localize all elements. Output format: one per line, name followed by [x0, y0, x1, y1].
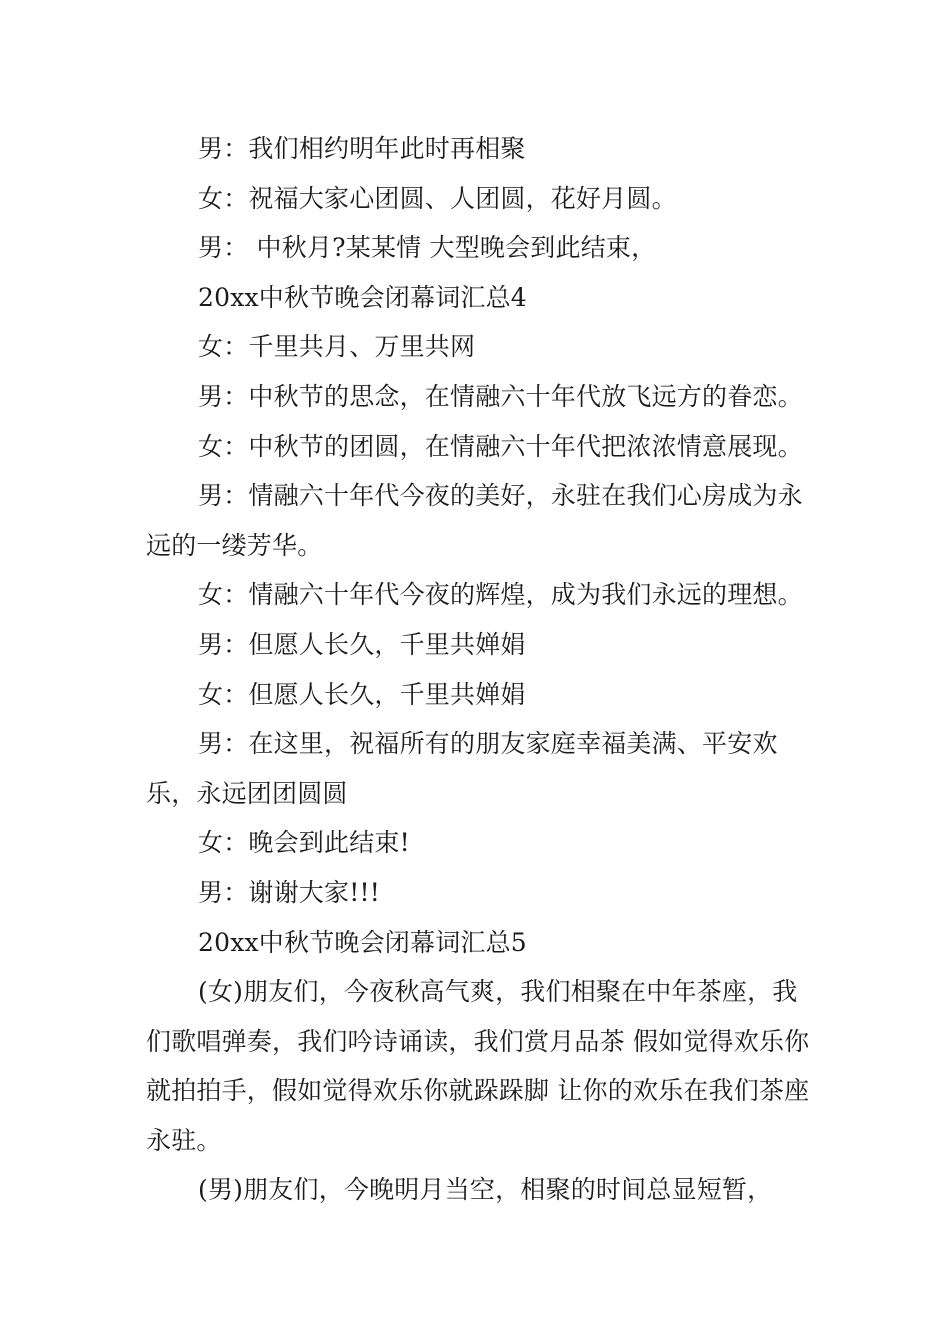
- paragraph: 女：晚会到此结束!: [198, 828, 410, 858]
- paragraph: 男：在这里，祝福所有的朋友家庭幸福美满、平安欢乐，永远团团圆圆: [146, 729, 778, 808]
- paragraph: 女：中秋节的团圆，在情融六十年代把浓浓情意展现。: [198, 431, 803, 461]
- paragraph: 男：情融六十年代今夜的美好，永驻在我们心房成为永远的一缕芳华。: [146, 481, 803, 560]
- paragraph: 女：但愿人长久，千里共婵娟: [198, 679, 526, 709]
- document-body: [146, 124, 810, 1215]
- section-heading: 20xx中秋节晚会闭幕词汇总5: [198, 927, 527, 957]
- paragraph: 男：我们相约明年此时再相聚: [198, 134, 526, 163]
- paragraph: 男：谢谢大家!!!: [198, 877, 380, 907]
- paragraph: 女：情融六十年代今夜的辉煌，成为我们永远的理想。: [198, 580, 803, 610]
- paragraph: 男： 中秋月?某某情 大型晚会到此结束，: [198, 233, 657, 263]
- paragraph: 男：但愿人长久，千里共婵娟: [198, 629, 526, 659]
- paragraph: 女：千里共月、万里共网: [198, 332, 476, 362]
- paragraph: (男)朋友们，今晚明月当空，相聚的时间总显短暂，: [198, 1175, 773, 1205]
- paragraph: (女)朋友们，今夜秋高气爽，我们相聚在中年茶座，我们歌唱弹奏，我们吟诗诵读，我们赏月品茶 假如觉得欢乐你就拍拍手，假如觉得欢乐你就跺跺脚 让你的欢乐在我们茶座永驻。: [146, 977, 810, 1155]
- section-heading: 20xx中秋节晚会闭幕词汇总4: [198, 282, 527, 312]
- paragraph: 女：祝福大家心团圆、人团圆，花好月圆。: [198, 183, 677, 213]
- paragraph: 男：中秋节的思念，在情融六十年代放飞远方的眷恋。: [198, 381, 803, 411]
